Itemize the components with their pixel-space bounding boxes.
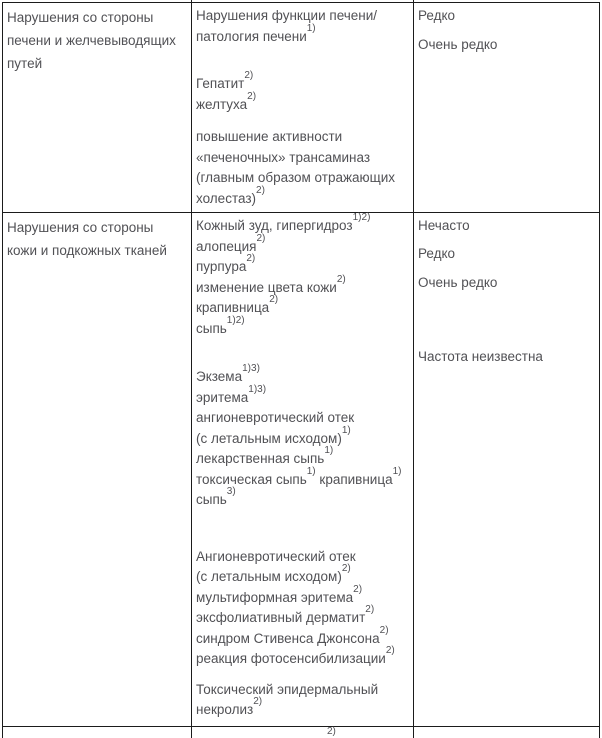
cell-adverse-reactions: [192, 213, 414, 727]
footnote-marker: 2): [246, 253, 256, 264]
text-line: некролиз$^{2)}$: [196, 696, 263, 717]
footnote-marker: 2): [379, 624, 389, 636]
cell-frequency: [414, 3, 600, 213]
text-line: печени и желчевыводящих: [7, 33, 176, 48]
footnote-marker: 1)3): [248, 383, 267, 395]
text-line: «печеночных» трансаминаз: [196, 149, 371, 165]
footnote-marker: 2): [385, 645, 395, 656]
text-line: эритема$^{1)3)}$: [196, 383, 267, 405]
text-line: Нарушения со стороны: [7, 10, 154, 25]
text-line: ангионевротический отек: [196, 410, 355, 425]
text-line: синдром Стивенса Джонсона$^{2)}$: [196, 624, 389, 646]
text-line: Редко: [418, 8, 456, 23]
text-line: пурпура$^{2)}$: [196, 253, 256, 274]
footnote-marker: 2): [336, 273, 346, 285]
text-line: Очень редко: [418, 36, 498, 52]
text-line: путей: [7, 56, 43, 71]
text-line: [196, 726, 409, 738]
footnote-marker: 1): [306, 465, 316, 477]
text-line: желтуха$^{2)}$: [196, 90, 257, 112]
footnote-marker: 2): [269, 294, 279, 305]
cell-system-organ-class: [3, 213, 192, 727]
text-line: Кожный зуд, гипергидроз$^{1)2)}$: [196, 212, 371, 233]
cell-frequency: [414, 213, 600, 727]
paragraph-gap: [196, 670, 197, 680]
text-line: реакция фотосенсибилизации$^{2)}$: [196, 645, 395, 666]
text-line: (с летальным исходом)$^{1)}$: [196, 424, 351, 446]
paragraph-gap: [196, 511, 197, 547]
paragraph-gap: [418, 264, 419, 273]
footnote-marker: 3): [226, 486, 236, 497]
footnote-marker: 1): [341, 424, 351, 436]
footnote-marker: 1): [392, 465, 402, 477]
text-line: повышение активности: [196, 129, 343, 144]
text-line: холестаз)$^{2)}$: [196, 184, 265, 206]
footnote-marker: 2): [353, 583, 363, 595]
text-line: Нарушения функции печени/: [196, 8, 378, 23]
cell-frequency: [414, 727, 600, 738]
text-line: крапивница$^{2)}$: [196, 294, 279, 315]
text-line: кожи и подкожных тканей: [7, 243, 167, 258]
cell-adverse-reactions: [192, 727, 414, 738]
cell-system-organ-class: [3, 727, 192, 738]
text-line: алопеция$^{2)}$: [196, 232, 266, 254]
paragraph-gap: [196, 339, 197, 367]
text-line: Очень редко: [418, 275, 498, 290]
footnote-marker: 2): [341, 563, 351, 574]
footnote-marker: 2): [256, 232, 266, 244]
adr-table-body: [3, 3, 600, 738]
text-line: сыпь$^{1)2)}$: [196, 314, 245, 336]
footnote-marker: 2): [365, 604, 375, 615]
cell-adverse-reactions: [192, 3, 414, 213]
footnote-marker: 1): [324, 445, 334, 456]
footnote-marker: 2): [253, 696, 263, 707]
cell-system-organ-class: [3, 3, 192, 213]
text-line: Гепатит$^{2)}$: [196, 70, 254, 91]
paragraph-gap: [196, 115, 197, 127]
text-line: Частота неизвестна: [418, 348, 543, 364]
text-line: лекарственная сыпь$^{1)}$: [196, 445, 334, 466]
paragraph-gap: [418, 237, 419, 244]
footnote-marker: 1)2): [352, 212, 371, 223]
text-line: эксфолиативный дерматит$^{2)}$: [196, 604, 375, 625]
text-line: токсическая сыпь$^{1)}$ крапивница$^{1)}$: [196, 465, 402, 487]
text-line: сыпь$^{3)}$: [196, 486, 236, 507]
footnote-marker: 1)2): [226, 314, 245, 326]
text-line: Токсический эпидермальный: [196, 681, 379, 697]
text-line: Редко: [418, 245, 456, 261]
footnote-marker: 2): [327, 726, 336, 737]
footnote-marker: 2): [256, 184, 265, 196]
table-row-partial-next-row: [3, 727, 600, 738]
text-line: (с летальным исходом)$^{2)}$: [196, 563, 351, 584]
table-row-liver: [3, 3, 600, 213]
paragraph-gap: [196, 47, 197, 74]
footnote-marker: 2): [244, 70, 254, 81]
text-line: Ангионевротический отек: [196, 548, 356, 564]
paragraph-gap: [418, 294, 419, 347]
text-line: мультиформная эритема$^{2)}$: [196, 583, 363, 605]
footnote-marker: 1)3): [242, 363, 260, 374]
text-line: Нечасто: [418, 218, 470, 233]
table-row-skin: [3, 213, 600, 727]
text-line: Экзема$^{1)3)}$: [196, 363, 260, 384]
text-line: патология печени$^{1)}$: [196, 22, 316, 44]
text-line: (главным образом отражающих: [196, 170, 396, 185]
text-line: Нарушения со стороны: [7, 220, 154, 235]
adverse-reactions-table: [2, 2, 600, 738]
footnote-marker: 2): [247, 90, 257, 102]
text-line: изменение цвета кожи$^{2)}$: [196, 273, 346, 295]
footnote-marker: 1): [306, 22, 316, 34]
paragraph-gap: [418, 27, 419, 35]
